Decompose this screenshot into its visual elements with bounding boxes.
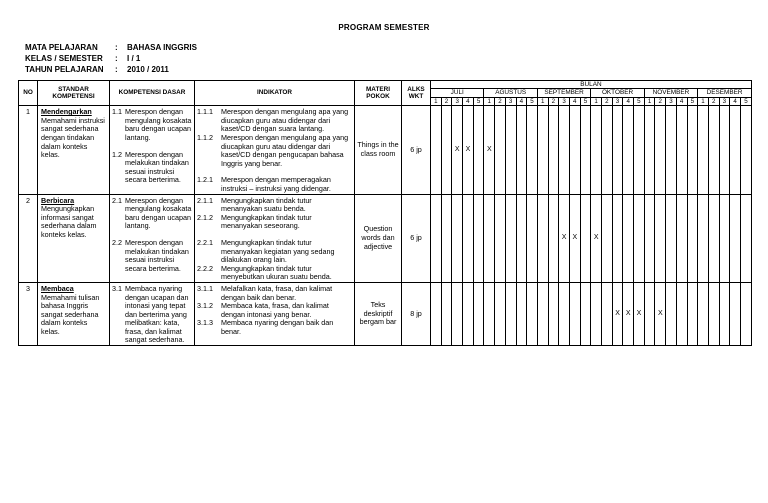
week-cell: X <box>591 194 602 282</box>
indikator-text: Merespon dengan mengulang apa yang diucapkan guru atau didengar dari kaset/CD dengan pengucapan bahasa Inggris yang benar. <box>221 133 349 168</box>
header-week: 2 <box>495 97 506 105</box>
row-number: 2 <box>19 194 38 282</box>
week-cell <box>452 282 463 345</box>
kd-number: 3.1 <box>112 283 122 293</box>
row-number: 1 <box>19 106 38 194</box>
week-cell <box>559 106 570 194</box>
indikator-number: 1.1.1 <box>197 107 213 117</box>
week-cell <box>602 106 613 194</box>
table-row <box>19 194 752 282</box>
week-cell <box>676 282 687 345</box>
week-cell: X <box>484 106 495 194</box>
week-cell <box>516 194 527 282</box>
indikator-item <box>197 302 352 319</box>
document-meta <box>25 42 197 75</box>
indikator-item <box>197 197 352 214</box>
alokasi-waktu-cell: 8 jp <box>402 282 431 345</box>
week-cell <box>644 106 655 194</box>
week-cell <box>740 106 751 194</box>
indikator-item <box>197 265 352 282</box>
kd-text: Merespon dengan mengulang kosakata baru dengan ucapan lantang. <box>125 107 192 142</box>
kd-number: 2.1 <box>112 195 122 205</box>
week-cell <box>431 282 442 345</box>
sk-description: Mengungkapkan informasi sangat sederhana dalam konteks kelas. <box>41 204 97 239</box>
week-cell <box>687 194 698 282</box>
week-cell <box>740 194 751 282</box>
header-week: 4 <box>516 97 527 105</box>
week-cell <box>698 282 709 345</box>
week-cell <box>548 106 559 194</box>
week-cell <box>516 282 527 345</box>
indikator-text: Melafalkan kata, frasa, dan kalimat dengan baik dan benar. <box>221 283 333 302</box>
sk-description: Memahami tulisan bahasa Inggris sangat sederhana dalam konteks kelas. <box>41 292 100 336</box>
week-cell <box>730 282 741 345</box>
week-cell <box>516 106 527 194</box>
week-cell <box>687 282 698 345</box>
week-cell: X <box>634 282 645 345</box>
indikator-number: 1.2.1 <box>197 175 213 185</box>
header-month: DESEMBER <box>698 89 752 97</box>
kd-text: Merespon dengan mengulang kosakata baru dengan ucapan lantang. <box>125 195 192 231</box>
indikator-text: Mengungkapkan tindak tutur menanyakan suatu benda. <box>221 195 312 214</box>
indikator-text: Membaca nyaring dengan baik dan benar. <box>221 318 334 336</box>
week-cell <box>441 282 452 345</box>
week-cell <box>441 194 452 282</box>
week-cell <box>730 194 741 282</box>
indikator-text: Merespon dengan mengulang apa yang diucapkan guru atau didengar dari kaset/CD dengan suara lantang. <box>221 107 349 134</box>
week-cell <box>687 106 698 194</box>
indikator-number: 1.1.2 <box>197 133 213 142</box>
sk-title: Berbicara <box>41 195 75 205</box>
week-cell <box>666 106 677 194</box>
header-month: NOVEMBER <box>644 89 697 97</box>
week-cell <box>431 194 442 282</box>
meta-colon: : <box>115 54 118 63</box>
standar-kompetensi-cell <box>38 106 110 194</box>
week-cell <box>537 106 548 194</box>
header-month: SEPTEMBER <box>537 89 590 97</box>
header-week: 5 <box>687 97 698 105</box>
week-cell <box>719 194 730 282</box>
header-week: 2 <box>548 97 559 105</box>
kd-item <box>112 108 192 142</box>
meta-class-semester <box>25 53 197 64</box>
header-materi-pokok: MATERI POKOK <box>355 81 402 106</box>
standar-kompetensi-cell <box>38 194 110 282</box>
week-cell <box>708 106 719 194</box>
week-cell <box>495 106 506 194</box>
week-cell <box>431 106 442 194</box>
header-week: 3 <box>559 97 570 105</box>
indikator-item <box>197 134 352 168</box>
week-cell <box>698 106 709 194</box>
week-cell <box>495 282 506 345</box>
materi-pokok-cell: Question words dan adjective <box>355 194 402 282</box>
header-week: 5 <box>580 97 591 105</box>
indikator-item <box>197 108 352 134</box>
meta-colon: : <box>115 43 118 52</box>
week-cell: X <box>655 282 666 345</box>
week-cell <box>463 194 474 282</box>
week-cell <box>708 282 719 345</box>
header-indikator: INDIKATOR <box>195 81 355 106</box>
kd-number: 2.2 <box>112 237 122 247</box>
indikator-cell <box>195 106 355 194</box>
meta-school-year <box>25 64 197 75</box>
header-week: 2 <box>602 97 613 105</box>
table-row <box>19 106 752 194</box>
header-week: 2 <box>708 97 719 105</box>
week-cell <box>569 282 580 345</box>
sk-title: Membaca <box>41 283 74 293</box>
week-cell <box>644 282 655 345</box>
week-cell <box>740 282 751 345</box>
week-cell <box>452 194 463 282</box>
header-week: 5 <box>527 97 538 105</box>
indikator-item <box>197 239 352 265</box>
week-cell: X <box>463 106 474 194</box>
header-week: 5 <box>634 97 645 105</box>
alokasi-waktu-cell: 6 jp <box>402 106 431 194</box>
meta-label: TAHUN PELAJARAN <box>25 65 104 74</box>
header-week: 2 <box>441 97 452 105</box>
week-cell <box>537 194 548 282</box>
kd-item <box>112 197 192 231</box>
week-cell <box>580 282 591 345</box>
header-month: AGUSTUS <box>484 89 537 97</box>
week-cell <box>527 194 538 282</box>
kompetensi-dasar-cell <box>110 194 195 282</box>
week-cell <box>580 106 591 194</box>
kd-item <box>112 151 192 185</box>
week-cell <box>591 282 602 345</box>
page-title: PROGRAM SEMESTER <box>338 23 430 32</box>
week-cell <box>602 194 613 282</box>
week-cell <box>612 106 623 194</box>
week-cell <box>548 194 559 282</box>
indikator-number: 2.2.1 <box>197 237 213 247</box>
week-cell <box>623 106 634 194</box>
header-alokasi-waktu: ALKS WKT <box>402 81 431 106</box>
sk-title: Mendengarkan <box>41 107 92 117</box>
indikator-text: Merespon dengan memperagakan instruksi – instruksi yang didengar. <box>221 175 331 193</box>
header-week: 4 <box>623 97 634 105</box>
week-cell <box>495 194 506 282</box>
indikator-text: Mengungkapkan tindak tutur menyebutkan ukuran suatu benda. <box>221 263 332 282</box>
week-cell <box>559 282 570 345</box>
week-cell <box>655 106 666 194</box>
sk-description: Memahami instruksi sangat sederhana dengan tindakan dalam konteks kelas. <box>41 115 105 160</box>
week-cell <box>666 194 677 282</box>
week-cell <box>484 282 495 345</box>
indikator-text: Mengungkapkan tindak tutur menanyakan seseorang. <box>221 212 312 231</box>
week-cell <box>708 194 719 282</box>
week-cell <box>484 194 495 282</box>
week-cell <box>527 106 538 194</box>
indikator-number: 3.1.3 <box>197 318 213 328</box>
week-cell <box>676 106 687 194</box>
indikator-cell <box>195 194 355 282</box>
week-cell <box>473 194 484 282</box>
week-cell <box>548 282 559 345</box>
week-cell <box>537 282 548 345</box>
header-standar-kompetensi: STANDAR KOMPETENSI <box>38 81 110 106</box>
week-cell <box>505 194 516 282</box>
kd-item <box>112 285 192 345</box>
week-cell <box>634 194 645 282</box>
header-week: 1 <box>537 97 548 105</box>
table-row <box>19 282 752 345</box>
indikator-item <box>197 176 352 193</box>
week-cell <box>623 194 634 282</box>
header-month: JULI <box>431 89 484 97</box>
indikator-number: 2.1.1 <box>197 195 213 205</box>
header-week: 3 <box>612 97 623 105</box>
header-bulan: BULAN <box>431 81 752 89</box>
week-cell: X <box>559 194 570 282</box>
indikator-number: 3.1.2 <box>197 301 213 311</box>
kd-item <box>112 239 192 273</box>
week-cell <box>505 106 516 194</box>
header-week: 4 <box>730 97 741 105</box>
header-week: 4 <box>676 97 687 105</box>
meta-value: BAHASA INGGRIS <box>127 43 197 52</box>
week-cell: X <box>623 282 634 345</box>
header-week: 3 <box>452 97 463 105</box>
header-week: 4 <box>463 97 474 105</box>
week-cell <box>569 106 580 194</box>
kompetensi-dasar-cell <box>110 106 195 194</box>
meta-label: MATA PELAJARAN <box>25 43 98 52</box>
materi-pokok-cell: Teks deskriptif bergam bar <box>355 282 402 345</box>
kd-text: Merespon dengan melakukan tindakan sesuai instruksi secara berterima. <box>125 149 189 185</box>
week-cell: X <box>612 282 623 345</box>
indikator-item <box>197 319 352 336</box>
week-cell <box>666 282 677 345</box>
week-cell: X <box>452 106 463 194</box>
week-cell <box>634 106 645 194</box>
week-cell: X <box>569 194 580 282</box>
indikator-item <box>197 214 352 231</box>
header-week: 2 <box>655 97 666 105</box>
header-week: 5 <box>473 97 484 105</box>
header-month: OKTOBER <box>591 89 644 97</box>
indikator-cell <box>195 282 355 345</box>
meta-subject <box>25 42 197 53</box>
week-cell <box>527 282 538 345</box>
week-cell <box>473 106 484 194</box>
header-no: NO <box>19 81 38 106</box>
alokasi-waktu-cell: 6 jp <box>402 194 431 282</box>
kd-text: Merespon dengan melakukan tindakan sesuai instruksi secara berterima. <box>125 237 189 273</box>
header-week: 5 <box>740 97 751 105</box>
indikator-text: Membaca kata, frasa, dan kalimat dengan intonasi yang benar. <box>221 301 329 319</box>
indikator-item <box>197 285 352 302</box>
week-cell <box>612 194 623 282</box>
header-week: 1 <box>698 97 709 105</box>
week-cell <box>719 106 730 194</box>
meta-colon: : <box>115 65 118 74</box>
week-cell <box>505 282 516 345</box>
week-cell <box>580 194 591 282</box>
week-cell <box>473 282 484 345</box>
week-cell <box>602 282 613 345</box>
week-cell <box>441 106 452 194</box>
header-week: 4 <box>569 97 580 105</box>
header-week: 1 <box>484 97 495 105</box>
meta-value: 2010 / 2011 <box>127 65 169 74</box>
header-week: 3 <box>719 97 730 105</box>
meta-value: I / 1 <box>127 54 141 63</box>
kd-number: 1.1 <box>112 107 122 117</box>
materi-pokok-cell: Things in the class room <box>355 106 402 194</box>
meta-label: KELAS / SEMESTER <box>25 54 103 63</box>
row-number: 3 <box>19 282 38 345</box>
indikator-number: 2.1.2 <box>197 212 213 222</box>
indikator-number: 2.2.2 <box>197 263 213 273</box>
week-cell <box>730 106 741 194</box>
week-cell <box>719 282 730 345</box>
week-cell <box>655 194 666 282</box>
week-cell <box>644 194 655 282</box>
kompetensi-dasar-cell <box>110 282 195 345</box>
indikator-number: 3.1.1 <box>197 283 213 293</box>
header-week: 3 <box>666 97 677 105</box>
header-week: 3 <box>505 97 516 105</box>
header-kompetensi-dasar: KOMPETENSI DASAR <box>110 81 195 106</box>
kd-number: 1.2 <box>112 149 122 159</box>
week-cell <box>463 282 474 345</box>
header-week: 1 <box>644 97 655 105</box>
semester-program-table <box>18 80 752 346</box>
kd-text: Membaca nyaring dengan ucapan dan intonasi yang tepat dan berterima yang melibatkan: kata, frasa, dan kalimat sangat sederhana. <box>125 283 189 345</box>
header-week: 1 <box>591 97 602 105</box>
week-cell <box>676 194 687 282</box>
indikator-text: Mengungkapkan tindak tutur menanyakan kegiatan yang sedang dilakukan orang lain. <box>221 237 335 265</box>
header-week: 1 <box>431 97 442 105</box>
week-cell <box>698 194 709 282</box>
standar-kompetensi-cell <box>38 282 110 345</box>
week-cell <box>591 106 602 194</box>
